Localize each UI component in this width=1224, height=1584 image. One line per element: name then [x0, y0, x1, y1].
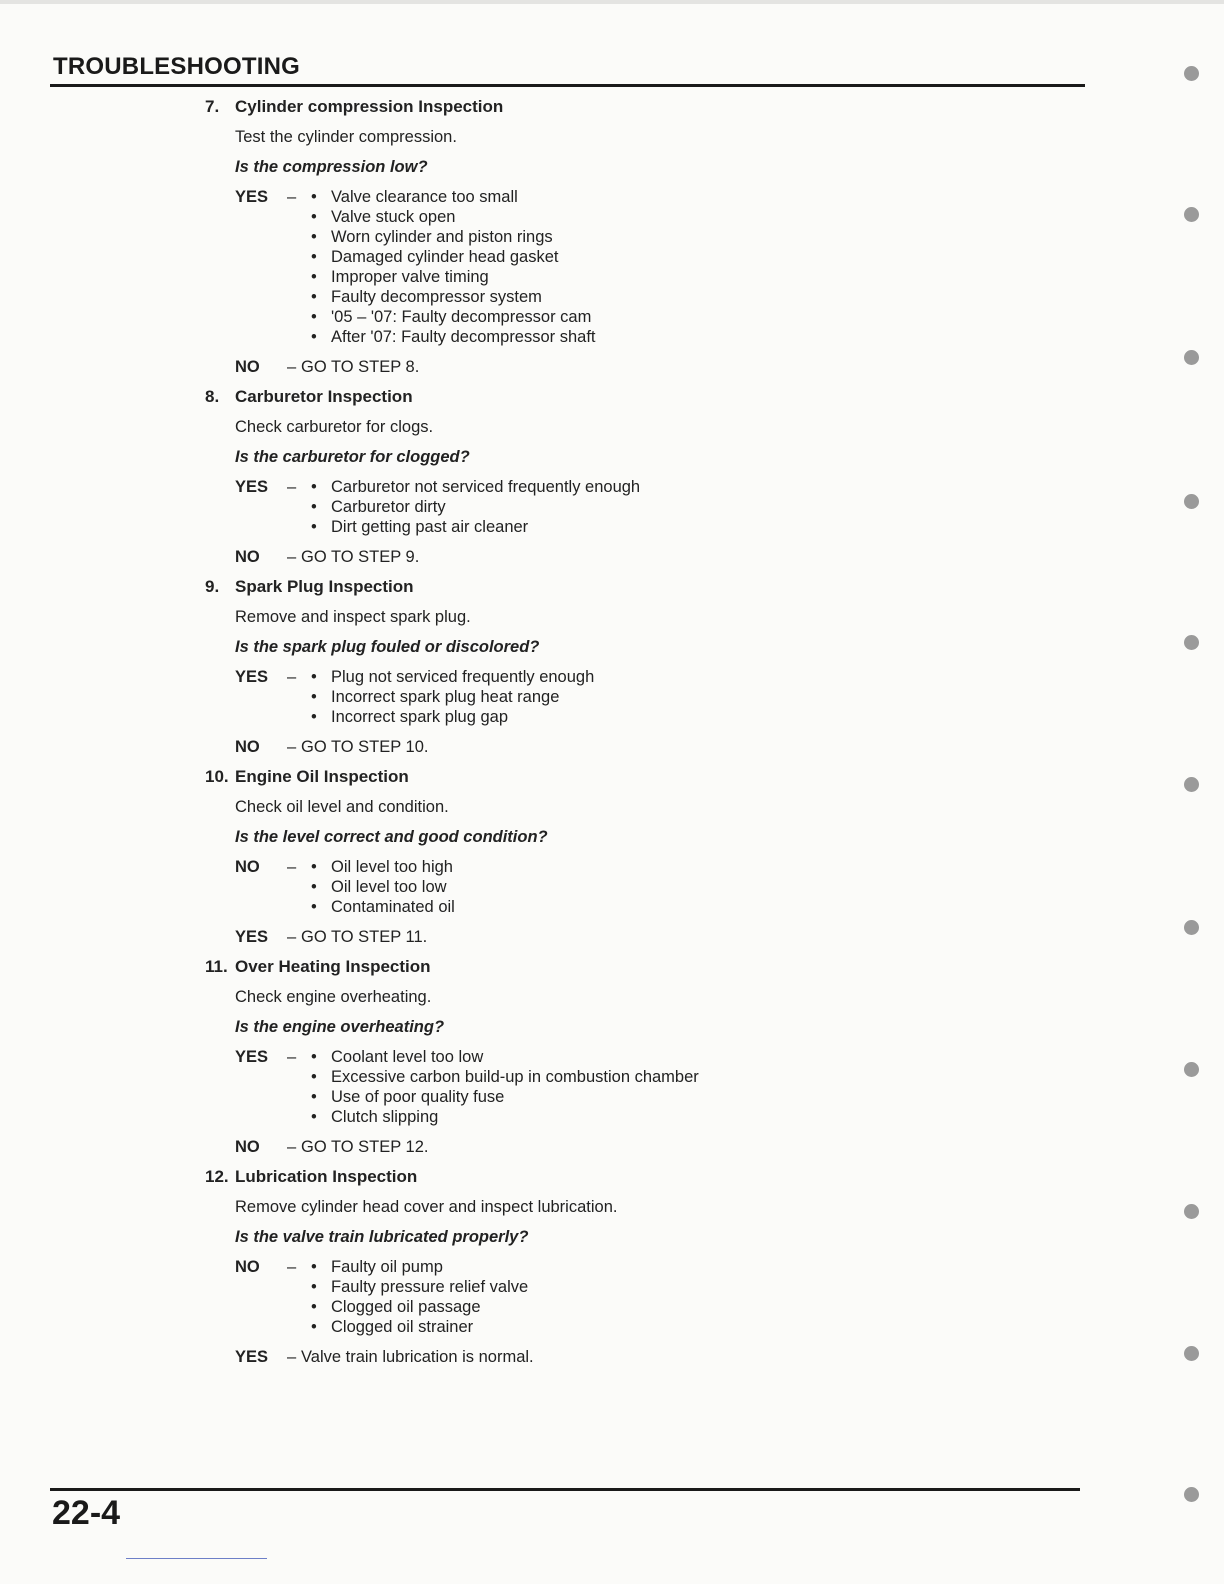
- answer-dash: –: [287, 478, 297, 496]
- answer-dash: –: [287, 858, 297, 876]
- answer-yes: [235, 1042, 1105, 1132]
- answer-dash: –: [287, 1138, 297, 1156]
- step-number: 7.: [205, 97, 220, 116]
- answer-label: YES: [235, 188, 269, 206]
- binder-hole-mark: [1184, 494, 1199, 509]
- binder-hole-mark: [1184, 635, 1199, 650]
- step-7: [205, 92, 1105, 382]
- list-item: • Incorrect spark plug gap: [301, 707, 594, 727]
- list-item: • Faulty oil pump: [301, 1257, 528, 1277]
- answer-dash: –: [287, 668, 297, 686]
- step-instruction: Check oil level and condition.: [235, 798, 449, 816]
- step-title: Spark Plug Inspection: [235, 577, 414, 596]
- binder-hole-mark: [1184, 1346, 1199, 1361]
- cause-list: [301, 182, 596, 352]
- step-question: Is the engine overheating?: [235, 1018, 445, 1036]
- list-item: • Faulty pressure relief valve: [301, 1277, 528, 1297]
- page-title: TROUBLESHOOTING: [53, 53, 300, 80]
- answer-label: NO: [235, 1138, 260, 1156]
- answer-dash: –: [287, 738, 297, 756]
- step-question: Is the compression low?: [235, 158, 428, 176]
- step-instruction: Remove cylinder head cover and inspect lubrication.: [235, 1198, 618, 1216]
- answer-label: YES: [235, 478, 269, 496]
- binder-hole-mark: [1184, 920, 1199, 935]
- answer-dash: –: [287, 1348, 297, 1366]
- answer-text: GO TO STEP 8.: [301, 358, 420, 376]
- list-item: • Carburetor not serviced frequently enough: [301, 477, 640, 497]
- cause-list: [301, 1042, 699, 1132]
- answer-label: NO: [235, 1258, 260, 1276]
- step-instruction: Test the cylinder compression.: [235, 128, 457, 146]
- answer-dash: –: [287, 358, 297, 376]
- answer-label: NO: [235, 358, 260, 376]
- answer-yes: [235, 472, 1105, 542]
- answer-yes: [235, 662, 1105, 732]
- answer-no: [235, 732, 1105, 762]
- answer-label: YES: [235, 928, 269, 946]
- binder-hole-mark: [1184, 66, 1199, 81]
- step-heading: [205, 92, 1105, 122]
- answer-label: YES: [235, 1048, 269, 1066]
- answer-text: GO TO STEP 12.: [301, 1138, 429, 1156]
- answer-text: GO TO STEP 9.: [301, 548, 420, 566]
- list-item: • Dirt getting past air cleaner: [301, 517, 640, 537]
- answer-no: [235, 542, 1105, 572]
- list-item: • Carburetor dirty: [301, 497, 640, 517]
- step-heading: [205, 1162, 1105, 1192]
- binder-hole-mark: [1184, 1487, 1199, 1502]
- top-edge-rule: [0, 0, 1224, 4]
- step-10: [205, 762, 1105, 952]
- step-heading: [205, 952, 1105, 982]
- step-number: 11.: [205, 957, 228, 976]
- answer-dash: –: [287, 188, 297, 206]
- step-question: Is the valve train lubricated properly?: [235, 1228, 529, 1246]
- answer-dash: –: [287, 548, 297, 566]
- list-item: • Faulty decompressor system: [301, 287, 596, 307]
- binder-hole-mark: [1184, 207, 1199, 222]
- answer-dash: –: [287, 1048, 297, 1066]
- answer-no: [235, 1132, 1105, 1162]
- list-item: • Damaged cylinder head gasket: [301, 247, 596, 267]
- list-item: • Oil level too low: [301, 877, 455, 897]
- list-item: • Plug not serviced frequently enough: [301, 667, 594, 687]
- answer-label: YES: [235, 668, 269, 686]
- answer-no: [235, 852, 1105, 922]
- cause-list: [301, 1252, 528, 1342]
- binder-hole-mark: [1184, 350, 1199, 365]
- step-title: Carburetor Inspection: [235, 387, 413, 406]
- list-item: • Oil level too high: [301, 857, 455, 877]
- header-rule: [50, 84, 1085, 87]
- step-number: 9.: [205, 577, 220, 596]
- step-title: Engine Oil Inspection: [235, 767, 409, 786]
- list-item: • After '07: Faulty decompressor shaft: [301, 327, 596, 347]
- scan-artifact-line: [126, 1558, 267, 1559]
- list-item: • Improper valve timing: [301, 267, 596, 287]
- binder-hole-mark: [1184, 1062, 1199, 1077]
- step-question: Is the level correct and good condition?: [235, 828, 548, 846]
- answer-label: NO: [235, 738, 260, 756]
- page-number: 22-4: [52, 1494, 121, 1532]
- step-12: [205, 1162, 1105, 1372]
- answer-label: NO: [235, 548, 260, 566]
- list-item: • Clutch slipping: [301, 1107, 699, 1127]
- answer-text: Valve train lubrication is normal.: [301, 1348, 534, 1366]
- step-question: Is the carburetor for clogged?: [235, 448, 470, 466]
- list-item: • Coolant level too low: [301, 1047, 699, 1067]
- list-item: • Clogged oil strainer: [301, 1317, 528, 1337]
- step-number: 12.: [205, 1167, 229, 1186]
- answer-dash: –: [287, 928, 297, 946]
- answer-yes: [235, 182, 1105, 352]
- answer-yes: [235, 922, 1105, 952]
- step-number: 8.: [205, 387, 220, 406]
- step-question: Is the spark plug fouled or discolored?: [235, 638, 540, 656]
- answer-no: [235, 1252, 1105, 1342]
- list-item: • Incorrect spark plug heat range: [301, 687, 594, 707]
- step-instruction: Check engine overheating.: [235, 988, 432, 1006]
- step-8: [205, 382, 1105, 572]
- answer-label: NO: [235, 858, 260, 876]
- answer-yes: [235, 1342, 1105, 1372]
- step-title: Lubrication Inspection: [235, 1167, 418, 1186]
- list-item: • Clogged oil passage: [301, 1297, 528, 1317]
- step-number: 10.: [205, 767, 229, 786]
- binder-hole-mark: [1184, 777, 1199, 792]
- list-item: • Valve clearance too small: [301, 187, 596, 207]
- step-instruction: Check carburetor for clogs.: [235, 418, 434, 436]
- cause-list: [301, 852, 455, 922]
- list-item: • Contaminated oil: [301, 897, 455, 917]
- list-item: • Worn cylinder and piston rings: [301, 227, 596, 247]
- answer-text: GO TO STEP 10.: [301, 738, 429, 756]
- step-heading: [205, 382, 1105, 412]
- list-item: • Valve stuck open: [301, 207, 596, 227]
- step-heading: [205, 572, 1105, 602]
- cause-list: [301, 662, 594, 732]
- step-title: Over Heating Inspection: [235, 957, 431, 976]
- list-item: • '05 – '07: Faulty decompressor cam: [301, 307, 596, 327]
- answer-text: GO TO STEP 11.: [301, 928, 428, 946]
- footer-rule: [50, 1488, 1080, 1491]
- step-title: Cylinder compression Inspection: [235, 97, 504, 116]
- step-9: [205, 572, 1105, 762]
- binder-hole-mark: [1184, 1204, 1199, 1219]
- troubleshooting-steps: [205, 92, 1105, 1372]
- answer-dash: –: [287, 1258, 297, 1276]
- step-instruction: Remove and inspect spark plug.: [235, 608, 471, 626]
- list-item: • Excessive carbon build-up in combustion chamber: [301, 1067, 699, 1087]
- answer-label: YES: [235, 1348, 269, 1366]
- answer-no: [235, 352, 1105, 382]
- list-item: • Use of poor quality fuse: [301, 1087, 699, 1107]
- step-11: [205, 952, 1105, 1162]
- cause-list: [301, 472, 640, 542]
- step-heading: [205, 762, 1105, 792]
